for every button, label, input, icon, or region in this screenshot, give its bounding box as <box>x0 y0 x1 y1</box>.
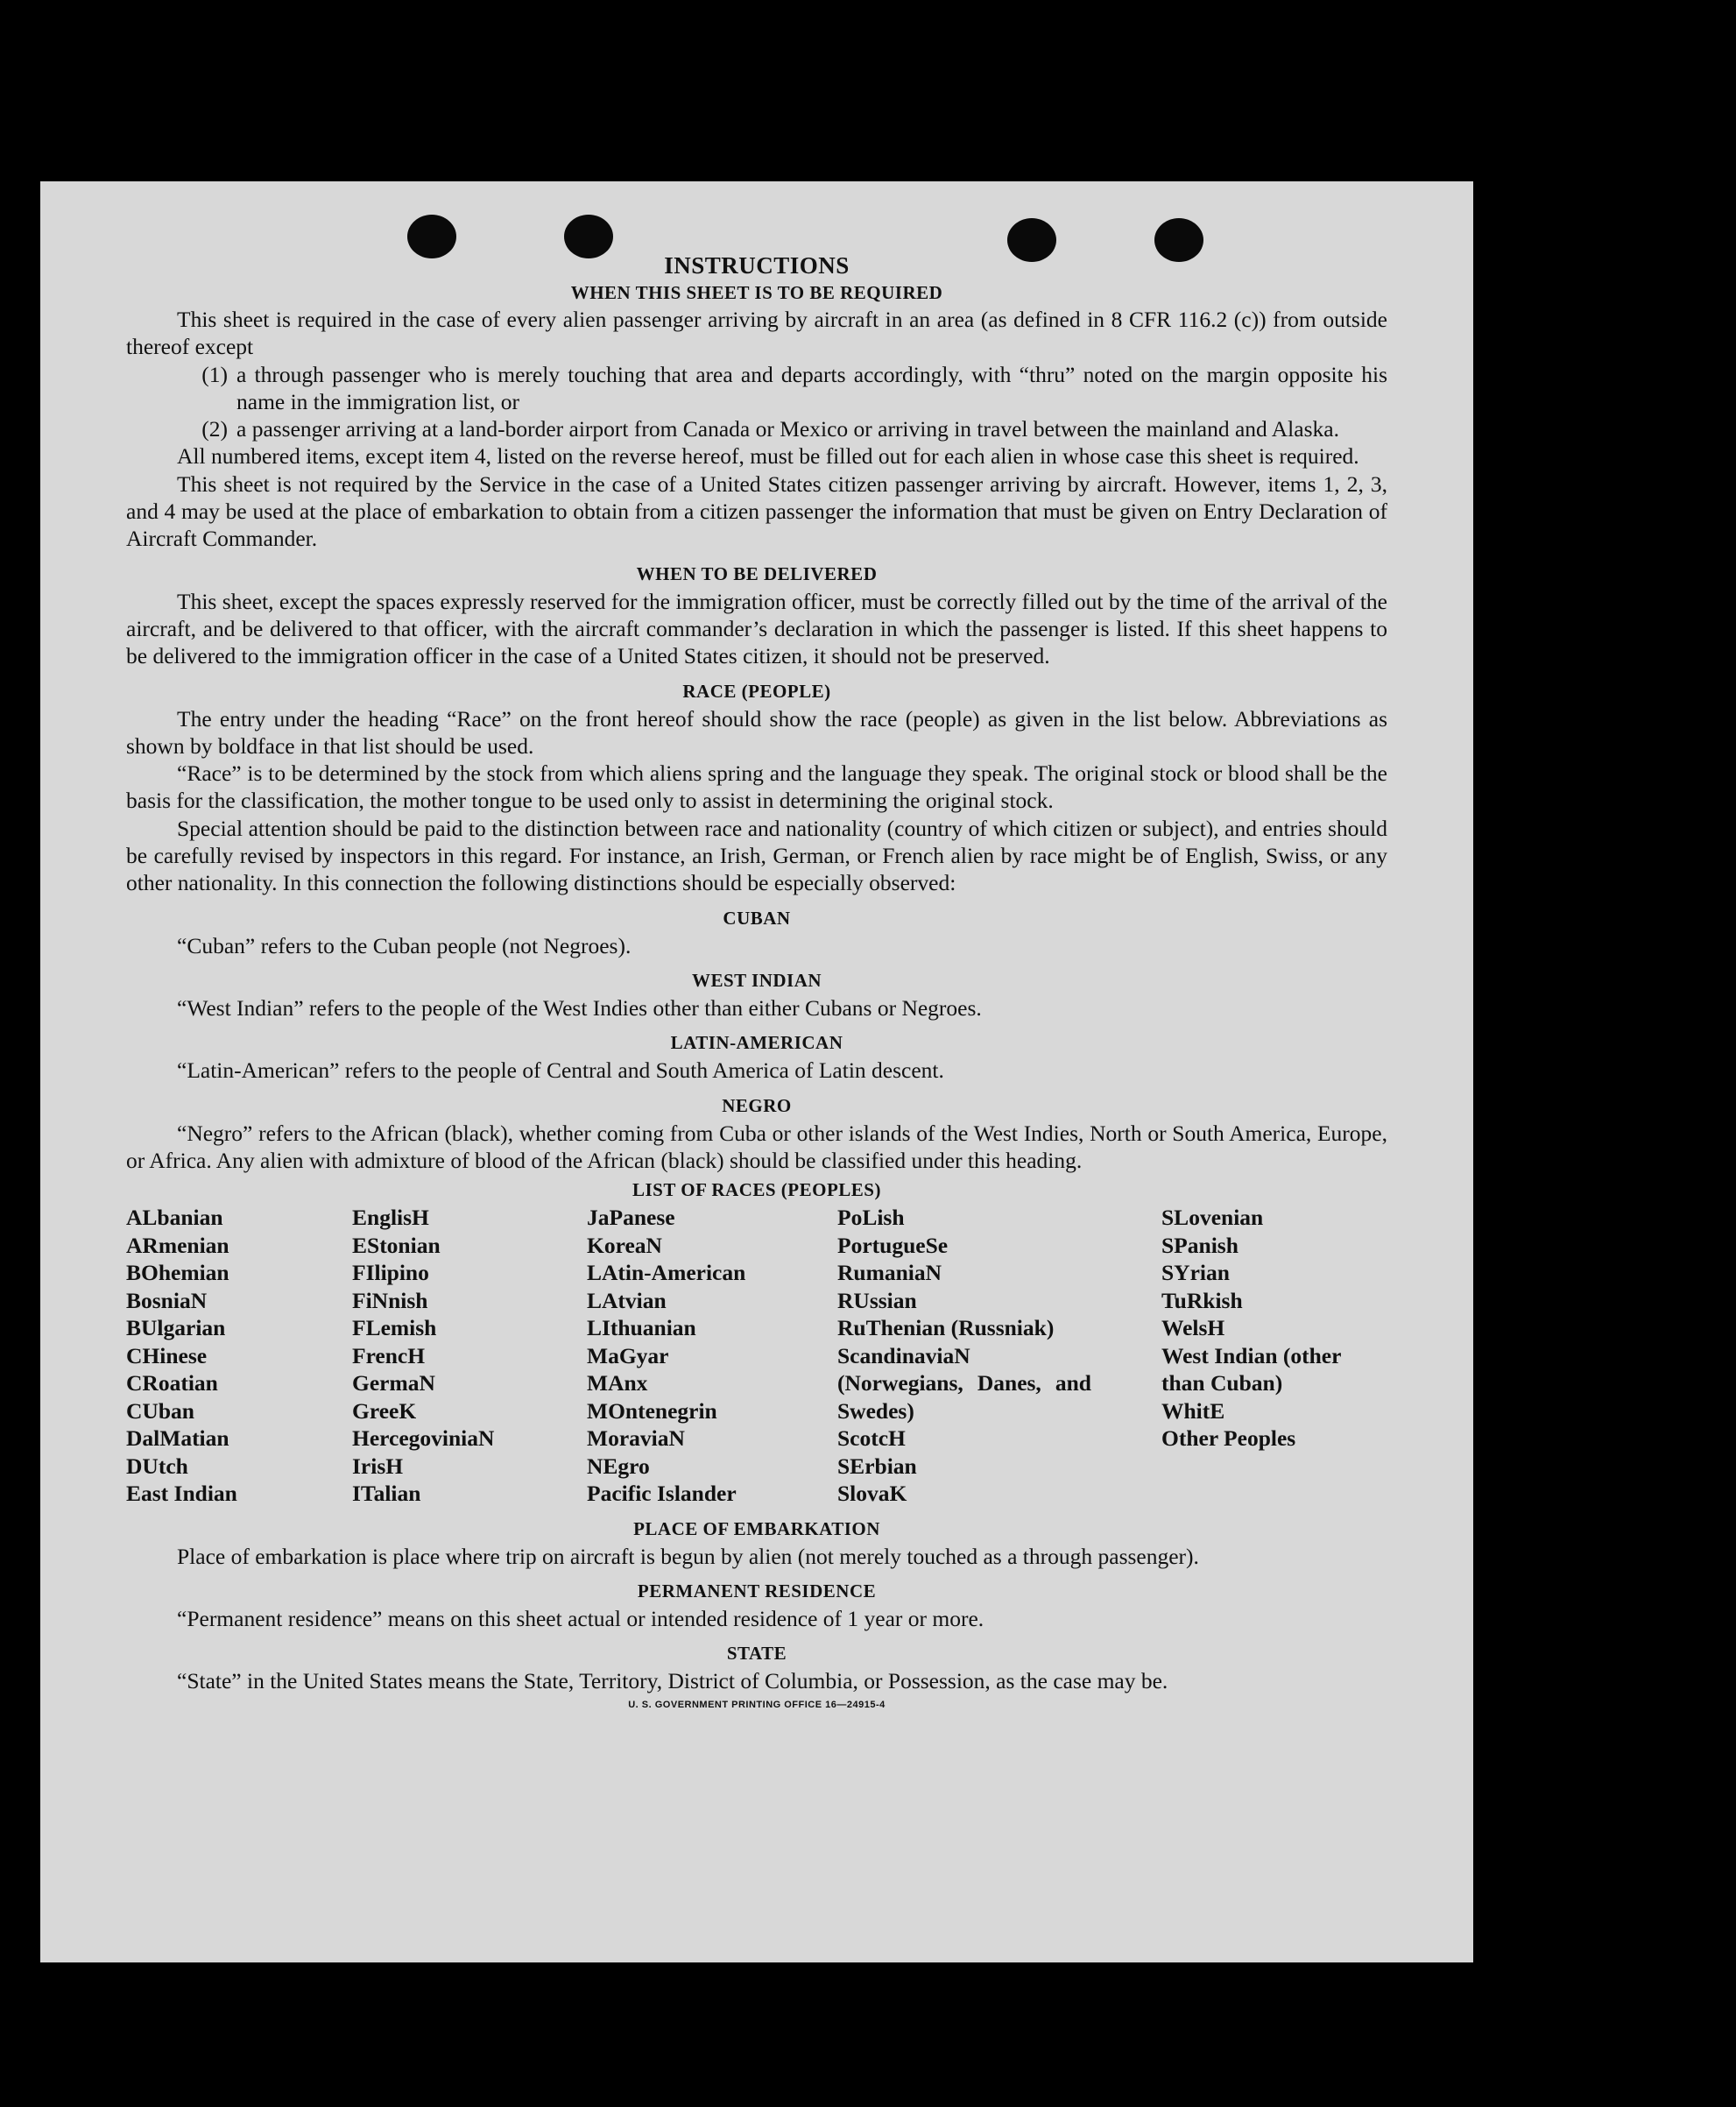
race-entry: EStonian <box>352 1232 441 1258</box>
race-column <box>352 1204 587 1508</box>
printer-imprint: U. S. GOVERNMENT PRINTING OFFICE 16—24915-4 <box>628 1699 886 1710</box>
race-entry: NEgro <box>587 1453 650 1479</box>
race-entry: BOhemian <box>126 1260 229 1286</box>
race-entry: FrencH <box>352 1342 426 1368</box>
race-entry: SErbian <box>837 1453 917 1479</box>
race-entry: DUtch <box>126 1453 188 1479</box>
section-title-cuban: CUBAN <box>723 907 791 929</box>
paragraph: All numbered items, except item 4, listed on the reverse hereof, must be filled out for each alien in whose case this sheet is required. <box>177 443 1359 470</box>
race-entry: MaGyar <box>587 1342 669 1368</box>
race-entry: MoraviaN <box>587 1425 685 1452</box>
race-entry: GermaN <box>352 1370 435 1396</box>
race-list <box>126 1204 1387 1508</box>
race-entry: RuThenian (Russniak) <box>837 1315 1055 1341</box>
item-number: (1) <box>201 361 228 387</box>
race-entry: West Indian (other than Cuban) <box>1161 1342 1341 1396</box>
race-entry: RUssian <box>837 1287 917 1313</box>
paragraph: Special attention should be paid to the distinction between race and nationality (country of which citizen or subject), and entries should be carefully revised by inspectors in this regard. For instance, an Irish, German, or French alien by race might be of English, Swiss, or any other nationality. In this connection the following distinctions should be especially observed: <box>126 815 1387 896</box>
race-entry: GreeK <box>352 1397 417 1424</box>
page-title: INSTRUCTIONS <box>664 252 850 279</box>
paragraph: “West Indian” refers to the people of the West Indies other than either Cubans or Negroes. <box>177 994 982 1021</box>
race-entry: ALbanian <box>126 1205 223 1231</box>
race-entry: CRoatian <box>126 1370 218 1396</box>
paragraph: This sheet is not required by the Service in the case of a United States citizen passenger arriving by aircraft. However, items 1, 2, 3, and 4 may be used at the place of embarkation to obtain from a citizen passenger the information that must be given on Entry Declaration of Aircraft Commander. <box>126 470 1387 552</box>
race-entry: SlovaK <box>837 1481 907 1507</box>
paragraph: Place of embarkation is place where trip on aircraft is begun by alien (not merely touched as a through passenger). <box>177 1543 1199 1569</box>
race-entry: CUban <box>126 1397 194 1424</box>
item-text: a through passenger who is merely touching that area and departs accordingly, with “thru” noted on the margin opposite his name in the immigration list, or <box>236 361 1387 414</box>
race-entry: BosniaN <box>126 1287 208 1313</box>
race-entry: ScotcH <box>837 1425 906 1452</box>
race-entry: LAtvian <box>587 1287 667 1313</box>
section-title-when-delivered: WHEN TO BE DELIVERED <box>636 562 878 584</box>
race-entry: PoLish <box>837 1205 905 1231</box>
race-entry: JaPanese <box>587 1205 675 1231</box>
race-entry: FLemish <box>352 1315 437 1341</box>
section-title-west-indian: WEST INDIAN <box>691 969 822 991</box>
race-entry: KoreaN <box>587 1232 662 1258</box>
list-item <box>126 415 1387 442</box>
section-title-when-required: WHEN THIS SHEET IS TO BE REQUIRED <box>570 282 943 303</box>
race-entry: TuRkish <box>1161 1287 1243 1313</box>
race-entry: ITalian <box>352 1481 421 1507</box>
race-entry: SPanish <box>1161 1232 1238 1258</box>
paragraph: “Permanent residence” means on this sheet actual or intended residence of 1 year or more. <box>177 1605 984 1631</box>
race-entry: WhitE <box>1161 1397 1225 1424</box>
race-entry: FiNnish <box>352 1287 428 1313</box>
section-title-latin-american: LATIN-AMERICAN <box>670 1032 843 1054</box>
section-title-list-of-races: LIST OF RACES (PEOPLES) <box>632 1179 881 1201</box>
section-title-negro: NEGRO <box>722 1094 792 1116</box>
race-column <box>837 1204 1161 1508</box>
race-entry: WelsH <box>1161 1315 1225 1341</box>
section-title-embarkation: PLACE OF EMBARKATION <box>633 1517 880 1539</box>
list-item <box>126 361 1387 416</box>
race-entry: BUlgarian <box>126 1315 226 1341</box>
race-column <box>126 1204 352 1508</box>
race-entry: EnglisH <box>352 1205 429 1231</box>
race-entry: MOntenegrin <box>587 1397 717 1424</box>
section-title-race: RACE (PEOPLE) <box>682 680 831 702</box>
document-sheet <box>40 181 1473 1962</box>
race-entry: MAnx <box>587 1370 648 1396</box>
paragraph: The entry under the heading “Race” on the front hereof should show the race (people) as given in the list below. Abbreviations as shown by boldface in that list should be used. <box>126 705 1387 759</box>
paragraph: This sheet is required in the case of every alien passenger arriving by aircraft in an area (as defined in 8 CFR 116.2 (c)) from outside thereof except <box>126 307 1387 360</box>
instructions-content <box>126 251 1387 1713</box>
race-entry: SLovenian <box>1161 1205 1264 1231</box>
race-entry: LIthuanian <box>587 1315 696 1341</box>
race-entry: ScandinaviaN (Norwegians, Danes, and Swedes) <box>837 1342 1091 1424</box>
paragraph: “Race” is to be determined by the stock from which aliens spring and the language they speak. The original stock or blood shall be the basis for the classification, the mother tongue to be used only to assist in determining the original stock. <box>126 760 1387 814</box>
race-entry: PortugueSe <box>837 1232 949 1258</box>
paragraph: This sheet, except the spaces expressly reserved for the immigration officer, must be correctly filled out by the time of the arrival of the aircraft, and be delivered to that officer, with the aircraft commander’s declaration in which the passenger is listed. If this sheet happens to be delivered to the immigration officer in the case of a United States citizen, it should not be preserved. <box>126 588 1387 669</box>
race-entry: FIlipino <box>352 1260 429 1286</box>
race-entry: ARmenian <box>126 1232 229 1258</box>
race-entry: SYrian <box>1161 1260 1230 1286</box>
section-title-permanent-residence: PERMANENT RESIDENCE <box>637 1580 877 1601</box>
paragraph: “Cuban” refers to the Cuban people (not Negroes). <box>177 932 632 958</box>
paragraph: “Negro” refers to the African (black), whether coming from Cuba or other islands of the West Indies, North or South America, Europe, or Africa. Any alien with admixture of blood of the African (black) should be classified under this heading. <box>126 1120 1387 1173</box>
race-entry: IrisH <box>352 1453 404 1479</box>
race-column <box>587 1204 837 1508</box>
section-title-state: STATE <box>726 1643 787 1665</box>
item-number: (2) <box>201 416 228 442</box>
race-entry: DalMatian <box>126 1425 229 1452</box>
item-text: a passenger arriving at a land-border airport from Canada or Mexico or arriving in travel between the mainland and Alaska. <box>236 416 1339 442</box>
race-entry: East Indian <box>126 1481 237 1507</box>
race-entry: HercegoviniaN <box>352 1425 495 1452</box>
race-entry: CHinese <box>126 1342 208 1368</box>
paragraph: “Latin-American” refers to the people of Central and South America of Latin descent. <box>177 1057 944 1084</box>
paragraph: “State” in the United States means the State, Territory, District of Columbia, or Possession, as the case may be. <box>177 1668 1168 1694</box>
race-entry: Pacific Islander <box>587 1481 737 1507</box>
race-entry: RumaniaN <box>837 1260 942 1286</box>
race-column <box>1161 1204 1387 1508</box>
race-entry: Other Peoples <box>1161 1425 1296 1452</box>
race-entry: LAtin-American <box>587 1260 746 1286</box>
